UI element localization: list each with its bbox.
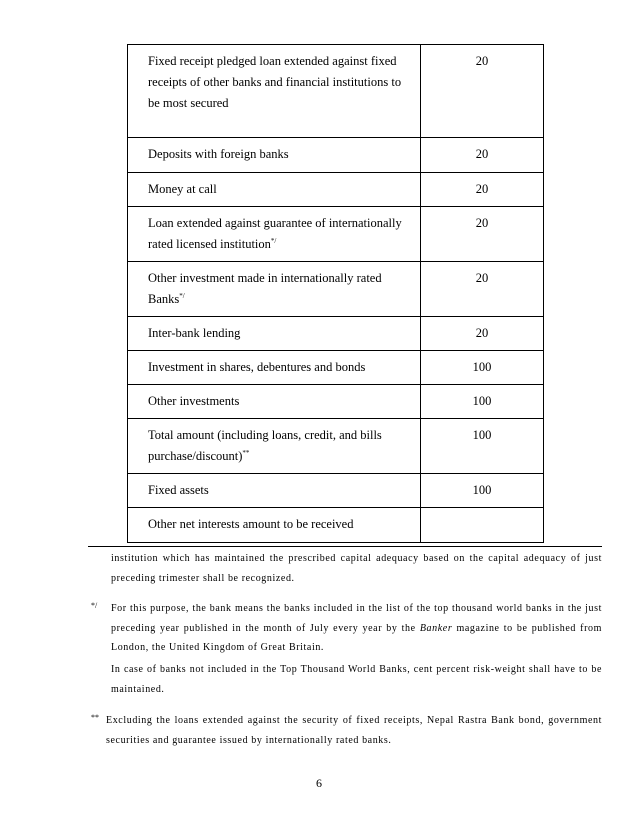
row-label [128,138,421,173]
row-label [128,385,421,419]
row-label-text: Money at call [148,182,217,196]
table-row [128,138,544,173]
footnote-ref: */ [270,237,277,245]
footnote-loan-exclusion: Excluding the loans extended against the security of fixed receipts, Nepal Rastra Bank bond, government securities and guarantee issued by internationally rated banks. [106,715,602,746]
row-label [128,419,421,474]
row-label-text: Fixed assets [148,483,209,497]
row-label-text: Other investment made in internationally rated Banks [148,271,382,306]
row-label [128,474,421,508]
footnote-banker-definition [111,599,602,658]
page-number: 6 [316,776,322,790]
row-label-text: Total amount (including loans, credit, and bills purchase/discount) [148,428,382,463]
risk-weight-table [127,44,544,543]
row-label [128,207,421,262]
table-row [128,45,544,138]
table-row [128,207,544,262]
row-label-text: Other investments [148,394,240,408]
row-label [128,262,421,317]
footnote-risk-weight-note: In case of banks not included in the Top Thousand World Banks, cent percent risk-weight shall have to be maintained. [111,664,602,695]
row-label [128,317,421,351]
row-weight: 20 [421,138,544,173]
table-row [128,419,544,474]
table-row [128,351,544,385]
footnote-mark: */ [91,601,98,610]
row-label [128,173,421,207]
table-row [128,262,544,317]
row-weight: 20 [421,317,544,351]
footnote-text: For this purpose, the bank means the banks included in the list of the top thousand world banks in the just preceding year published in the month of July every year by the [111,603,602,634]
row-label [128,45,421,138]
row-weight [421,508,544,543]
row-weight: 20 [421,207,544,262]
footnote-mark: ** [91,713,99,722]
row-label-text: Deposits with foreign banks [148,147,289,161]
row-label-text: Investment in shares, debentures and bonds [148,360,366,374]
footnote-separator [88,546,602,547]
footnote-ref: */ [179,292,185,300]
row-label-text: Fixed receipt pledged loan extended against fixed receipts of other banks and financial institutions to be most secured [148,54,402,110]
row-weight: 100 [421,351,544,385]
row-weight: 100 [421,385,544,419]
magazine-name: Banker [419,622,453,634]
row-weight: 100 [421,419,544,474]
row-label [128,351,421,385]
row-label-text: Inter-bank lending [148,326,241,340]
row-weight: 100 [421,474,544,508]
footnote-ref: ** [242,449,250,457]
table-row [128,474,544,508]
table-row [128,385,544,419]
footnote-continued: institution which has maintained the prescribed capital adequacy based on the capital adequacy of just preceding trimester shall be recognized. [111,553,602,584]
row-label-text: Loan extended against guarantee of internationally rated licensed institution [148,216,402,251]
row-weight: 20 [421,173,544,207]
footnote-text: magazine to be published from London, the United Kingdom of Great Britain. [111,622,602,653]
row-label [128,508,421,543]
table-row [128,173,544,207]
table-row [128,317,544,351]
row-weight: 20 [421,45,544,138]
row-weight: 20 [421,262,544,317]
row-label-text: Other net interests amount to be received [148,517,354,531]
table-row [128,508,544,543]
